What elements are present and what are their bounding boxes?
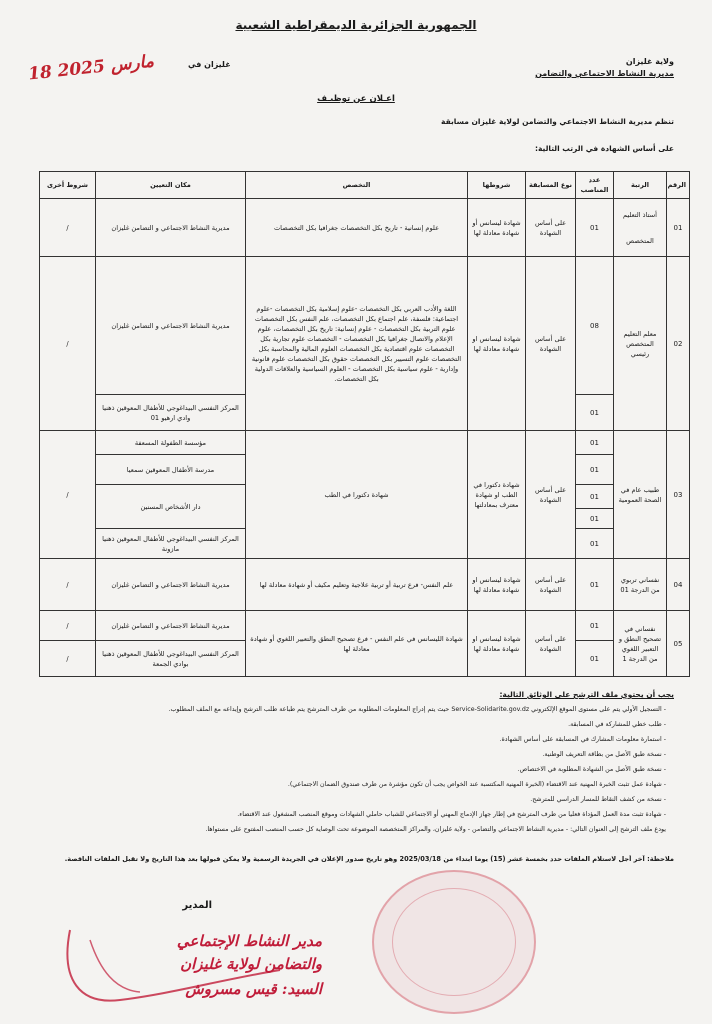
announcement-intro: تنظم مديرية النشاط الاجتماعي والتضامن لولاية غليزان مسابقة — [441, 117, 674, 126]
header-num: الرقم — [667, 172, 690, 199]
row-grade: طبيب عام في الصحة العمومية — [614, 431, 667, 559]
row-place: المركز النفسي البيداغوجي للأطفال المعوقين ذهنيا وادي ارهيو 01 — [96, 395, 246, 431]
row-grade: نفساني في تصحيح النطق و التعبير اللغوي من الدرجة 1 — [614, 611, 667, 677]
table-row — [40, 199, 690, 257]
handwritten-signature — [60, 920, 290, 1010]
signature-line-2: والتضامن لولاية غليزان — [180, 955, 322, 973]
row-place: مديرية النشاط الاجتماعي و التضامن غليزان — [96, 559, 246, 611]
list-item: - نسخة طبق الأصل من بطاقة التعريف الوطنية. — [542, 751, 666, 758]
header-grade: الرتبة — [614, 172, 667, 199]
row-specialty: شهادة دكتورا في الطب — [246, 431, 468, 559]
row-type: على أساس الشهادة — [526, 611, 576, 677]
row-num: 04 — [667, 559, 690, 611]
row-conditions: شهادة ليسانس او شهادة معادلة لها — [468, 611, 526, 677]
director-title: المدير — [182, 900, 212, 911]
row-count: 01 — [576, 641, 614, 677]
row-count: 01 — [576, 529, 614, 559]
row-count: 01 — [576, 611, 614, 641]
positions-table — [39, 171, 690, 677]
row-other: / — [40, 559, 96, 611]
header-place: مكان التعيين — [96, 172, 246, 199]
row-conditions: شهادة ليسانس او شهادة معادلة لها — [468, 559, 526, 611]
grade-line: أستاذ التعليم — [623, 210, 657, 219]
deadline-note: ملاحظة: آخر أجل لاستلام الملفات حدد بخمسة عشر (15) يوما ابتداء من 2025/03/18 وهو تاريخ صدور الإعلان في الجريدة الرسمية ولا يمكن قبولها بعد هذا التاريخ ولا تقبل الملفات الناقصة. — [64, 855, 674, 863]
row-count: 08 — [576, 257, 614, 395]
table-row — [40, 431, 690, 455]
row-conditions: شهادة ليسانس او شهادة معادلة لها — [468, 257, 526, 431]
row-conditions: شهادة دكتورا في الطب او شهادة معترف بمعادلتها — [468, 431, 526, 559]
row-type: على أساس الشهادة — [526, 199, 576, 257]
row-place: دار الأشخاص المسنين — [96, 485, 246, 529]
row-other: / — [40, 641, 96, 677]
header-specialty: التخصص — [246, 172, 468, 199]
row-grade — [614, 199, 667, 257]
official-stamp — [372, 870, 536, 1014]
row-count: 01 — [576, 509, 614, 529]
row-count: 01 — [576, 485, 614, 509]
row-other: / — [40, 257, 96, 431]
header-count: عدد المناصب — [576, 172, 614, 199]
row-specialty: اللغة والأدب العربي بكل التخصصات -علوم إسلامية بكل التخصصات -علوم اجتماعية: فلسفة، علم اجتماع بكل التخصصات، علم النفس بكل التخصصات علوم التربية بكل التخصصات - علوم إنسانية: تاريخ بكل التخصصات، علوم الإعلام والاتصال جغرافيا بكل التخصصات - التخصصات علوم تجارية بكل التخصصات علوم اقتصادية بكل التخصصات العلوم المالية والمحاسبة بكل التخصصات علوم التسيير بكل التخصصات حقوق بكل التخصصات علوم قانونية وإدارية - علوم سياسية بكل التخصصات - العلوم السياسية والعلاقات الدولية بكل التخصصات. — [246, 257, 468, 431]
row-grade: نفساني تربوي من الدرجة 01 — [614, 559, 667, 611]
wilaya-name: ولاية غليزان — [625, 57, 674, 66]
row-place: مدرسة الأطفال المعوقين سمعيا — [96, 455, 246, 485]
row-num: 01 — [667, 199, 690, 257]
row-num: 03 — [667, 431, 690, 559]
republic-title: الجمهورية الجزائرية الديمقراطية الشعبية — [235, 18, 477, 32]
signature-line-1: مدير النشاط الإجتماعي — [176, 932, 322, 950]
table-row — [40, 257, 690, 395]
row-other: / — [40, 431, 96, 559]
table-row — [40, 559, 690, 611]
row-other: / — [40, 199, 96, 257]
header-conditions: شروطها — [468, 172, 526, 199]
row-type: على أساس الشهادة — [526, 431, 576, 559]
row-place: المركز النفسي البيداغوجي للأطفال المعوقين ذهنيا بوادي الجمعة — [96, 641, 246, 677]
row-count: 01 — [576, 455, 614, 485]
grade-line: المتخصص — [626, 236, 654, 245]
list-item: - شهادة تثبت مدة العمل المؤداة فعليا من طرف المترشح في إطار جهاز الإدماج المهني أو الاجتماعي للشباب حاملي الشهادات وموقع المنصب المشغول عند الاقتضاء. — [237, 811, 666, 818]
list-item: - نسخة من كشف النقاط للمسار الدراسي للمترشح. — [530, 796, 666, 803]
table-row — [40, 611, 690, 641]
documents-list — [46, 702, 666, 837]
list-item: - شهادة عمل تثبت الخبرة المهنية عند الاقتضاء (الخبرة المهنية المكتسبة عند الخواص يجب أن تكون مؤشرة من طرف صندوق الضمان الاجتماعي). — [287, 781, 666, 788]
handwritten-date: 18 مارس 2025 — [27, 51, 155, 85]
row-other: / — [40, 611, 96, 641]
row-count: 01 — [576, 199, 614, 257]
row-place: المركز النفسي البيداغوجي للأطفال المعوقين ذهنيا مازونة — [96, 529, 246, 559]
row-count: 01 — [576, 431, 614, 455]
row-type: على أساس الشهادة — [526, 257, 576, 431]
row-conditions: شهادة ليسانس أو شهادة معادلة لها — [468, 199, 526, 257]
header-other: شروط أخرى — [40, 172, 96, 199]
row-num: 05 — [667, 611, 690, 677]
list-item: - التسجيل الأولي يتم على مستوى الموقع الإلكتروني Service-Solidarite.gov.dz حيث يتم إدراج المعلومات المطلوبة من طرف المترشح يتم طباعة طلب الترشح وإيداعه مع الملف المطلوب. — [168, 706, 666, 713]
row-num: 02 — [667, 257, 690, 431]
list-item: - استمارة معلومات المشارك في المسابقة على أساس الشهادة. — [499, 736, 666, 743]
row-place: مؤسسة الطفولة المسعفة — [96, 431, 246, 455]
date-place: غليزان في — [188, 60, 231, 69]
signature-line-3: السيد: قيس مسروش — [185, 980, 322, 998]
row-specialty: علوم إنسانية - تاريخ بكل التخصصات جغرافيا بكل التخصصات — [246, 199, 468, 257]
row-specialty: شهادة الليسانس في علم النفس - فرع تصحيح النطق والتعبير اللغوي أو شهادة معادلة لها — [246, 611, 468, 677]
row-type: على أساس الشهادة — [526, 559, 576, 611]
row-place: مديرية النشاط الاجتماعي و التضامن غليزان — [96, 257, 246, 395]
directorate-name: مديرية النشاط الاجتماعي والتضامن — [535, 69, 674, 78]
table-header-row — [40, 172, 690, 199]
row-count: 01 — [576, 395, 614, 431]
header-type: نوع المسابقة — [526, 172, 576, 199]
announcement-basis: على أساس الشهادة في الرتب التالية: — [535, 144, 674, 153]
issuer-block — [535, 56, 674, 80]
list-item: - نسخة طبق الأصل من الشهادة المطلوبة في الاختصاص. — [517, 766, 666, 773]
announcement-title: اعـلان عن توظيـف — [317, 94, 395, 104]
list-item: يودع ملف الترشح إلى العنوان التالي: - مديرية النشاط الاجتماعي والتضامن - ولاية غليزان، والمراكز المتخصصة الموضوعة تحت الوصاية كل حسب المنصب المفتوح على مستواها. — [205, 826, 666, 833]
row-count: 01 — [576, 559, 614, 611]
row-place: مديرية النشاط الاجتماعي و التضامن غليزان — [96, 611, 246, 641]
row-grade: معلم التعليم المتخصص رئيسي — [614, 257, 667, 431]
row-place: مديرية النشاط الاجتماعي و التضامن غليزان — [96, 199, 246, 257]
stamp-inner-ring — [392, 888, 516, 996]
list-item: - طلب خطي للمشاركة في المسابقة. — [568, 721, 666, 728]
row-specialty: علم النفس- فرع تربية أو تربية علاجية وتعليم مكيف أو شهادة معادلة لها — [246, 559, 468, 611]
documents-title: يجب أن يحتوي ملف الترشح على الوثائق التالية: — [499, 690, 674, 699]
